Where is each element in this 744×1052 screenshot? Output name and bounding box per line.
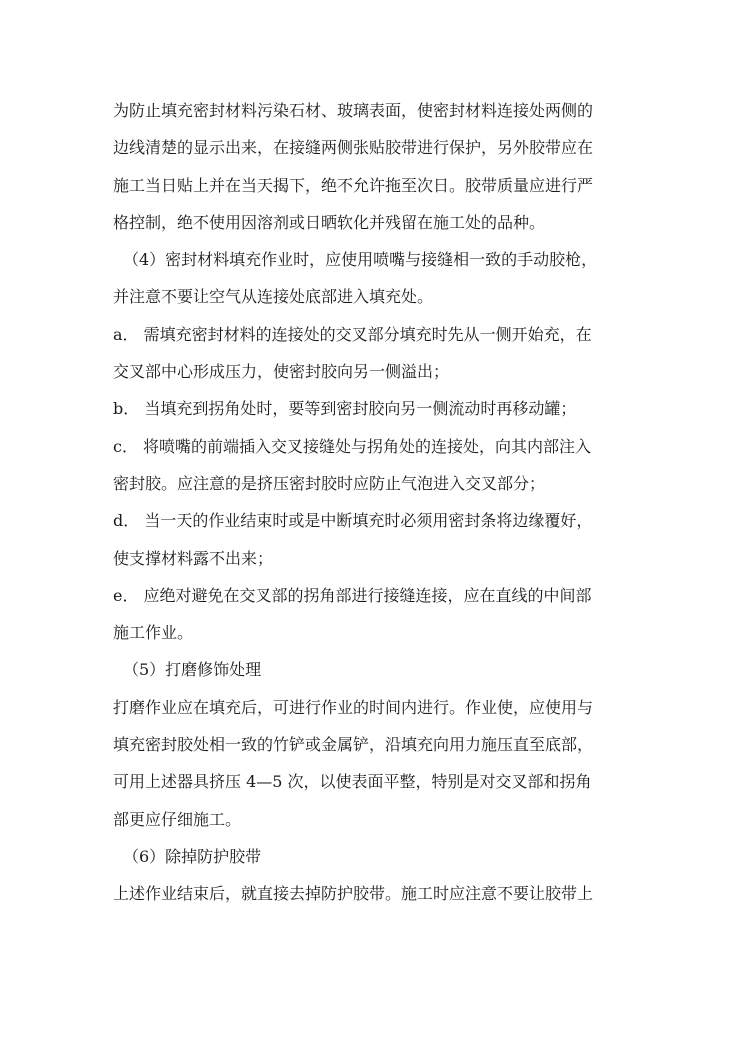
- list-item-c: c． 将喷嘴的前端插入交叉接缝处与拐角处的连接处，向其内部注入: [113, 436, 592, 456]
- list-item-a: a． 需填充密封材料的连接处的交叉部分填充时先从一侧开始充，在: [113, 324, 592, 344]
- text-line: 密封胶。应注意的是挤压密封胶时应防止气泡进入交叉部分；: [113, 473, 546, 493]
- list-item-d: d． 当一天的作业结束时或是中断填充时必须用密封条将边缘覆好，: [113, 511, 593, 531]
- text-line: 使支撑材料露不出来；: [113, 548, 274, 568]
- text-line: 并注意不要让空气从连接处底部进入填充处。: [113, 287, 434, 307]
- text-line: 可用上述器具挤压 4—5 次，以使表面平整，特别是对交叉部和拐角: [113, 772, 592, 792]
- section-heading-6: （6）除掉防护胶带: [123, 846, 262, 866]
- text-line: 施工作业。: [113, 623, 194, 643]
- text-line: 填充密封胶处相一致的竹铲或金属铲，沿填充向用力施压直至底部，: [113, 735, 594, 755]
- text-line: 格控制，绝不使用因溶剂或日晒软化并残留在施工处的品种。: [113, 212, 546, 232]
- text-line: 打磨作业应在填充后，可进行作业的时间内进行。作业使，应使用与: [113, 697, 594, 717]
- document-body: [113, 92, 633, 913]
- list-item-b: b． 当填充到拐角处时，要等到密封胶向另一侧流动时再移动罐；: [113, 399, 577, 419]
- section-heading-4: （4）密封材料填充作业时，应使用喷嘴与接缝相一致的手动胶枪，: [123, 250, 598, 270]
- text-line: 为防止填充密封材料污染石材、玻璃表面，使密封材料连接处两侧的: [113, 101, 594, 120]
- text-line: 交叉部中心形成压力，使密封胶向另一侧溢出；: [113, 362, 450, 382]
- list-item-e: e． 应绝对避免在交叉部的拐角部进行接缝连接，应在直线的中间部: [113, 585, 592, 605]
- text-line: 部更应仔细施工。: [113, 809, 242, 829]
- text-line: 施工当日贴上并在当天揭下，绝不允许拖至次日。胶带质量应进行严: [113, 175, 594, 195]
- section-heading-5: （5）打磨修饰处理: [123, 660, 262, 680]
- text-line: 上述作业结束后，就直接去掉防护胶带。施工时应注意不要让胶带上: [113, 884, 594, 904]
- text-line: 边线清楚的显示出来，在接缝两侧张贴胶带进行保护，另外胶带应在: [113, 138, 594, 158]
